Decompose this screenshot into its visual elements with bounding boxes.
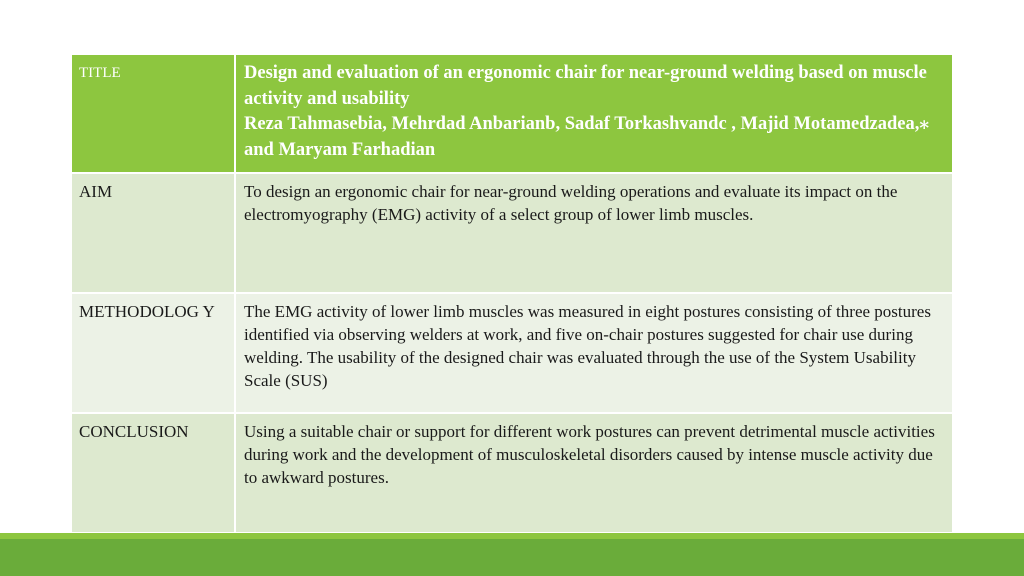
paper-authors: Reza Tahmasebia, Mehrdad Anbarianb, Sadaf Torkashvandc , Majid Motamedzadea,⁎ and Maryam Farhadian <box>244 114 930 160</box>
methodology-label: METHODOLOG Y <box>79 302 215 321</box>
methodology-content-cell <box>235 293 953 413</box>
aim-label-cell <box>71 173 235 293</box>
paper-title: Design and evaluation of an ergonomic chair for near-ground welding based on muscle activity and usability <box>244 63 927 109</box>
methodology-label-cell <box>71 293 235 413</box>
title-label: TITLE <box>79 65 121 81</box>
table-row-aim <box>71 173 953 293</box>
table-row-conclusion <box>71 413 953 533</box>
title-label-cell <box>71 54 235 173</box>
table-row-methodology <box>71 293 953 413</box>
methodology-text: The EMG activity of lower limb muscles was measured in eight postures consisting of three postures identified via observing welders at work, and five on-chair postures suggested for chair use during welding. The usability of the designed chair was evaluated through the use of the System Usability Scale (SUS) <box>244 302 931 390</box>
aim-text: To design an ergonomic chair for near-ground welding operations and evaluate its impact on the electromyography (EMG) activity of a select group of lower limb muscles. <box>244 182 898 224</box>
summary-table <box>70 53 954 534</box>
title-content <box>236 55 952 163</box>
conclusion-text: Using a suitable chair or support for different work postures can prevent detrimental muscle activities during work and the development of musculoskeletal disorders caused by intense muscle activity due to awkward postures. <box>244 422 935 487</box>
title-content-cell <box>235 54 953 173</box>
conclusion-label: CONCLUSION <box>79 422 189 441</box>
aim-content-cell <box>235 173 953 293</box>
aim-label: AIM <box>79 182 113 201</box>
conclusion-label-cell <box>71 413 235 533</box>
conclusion-content-cell <box>235 413 953 533</box>
footer-bar <box>0 539 1024 576</box>
table-row-title <box>71 54 953 173</box>
